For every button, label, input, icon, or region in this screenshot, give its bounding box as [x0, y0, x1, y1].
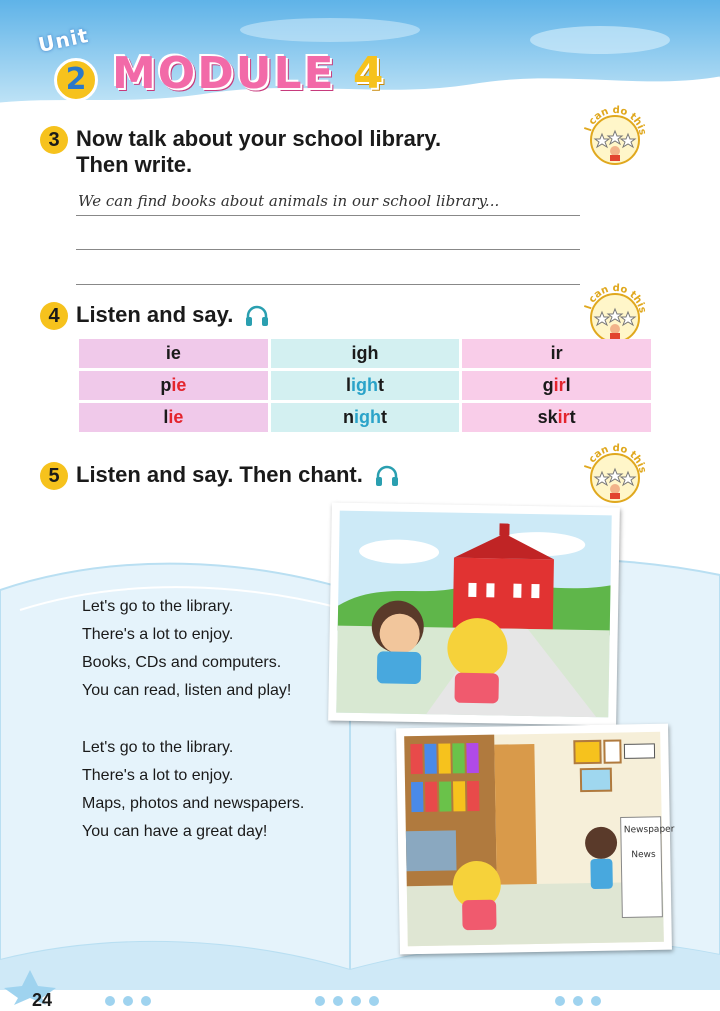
chant-line: There's a lot to enjoy. — [82, 767, 234, 784]
section-3-number: 3 — [40, 126, 68, 154]
library-interior-picture — [396, 724, 675, 955]
phonics-row — [79, 371, 651, 400]
phonics-word-pie: pie — [79, 371, 268, 400]
phonics-table — [76, 336, 654, 435]
section-4-title: Listen and say. — [76, 302, 234, 327]
stamp-label: I can do this — [583, 442, 648, 475]
section-3-title-line2: Then write. — [76, 152, 193, 177]
phonics-header-row — [79, 339, 651, 368]
chant-line: You can read, listen and play! — [82, 682, 292, 699]
phonics-word-light: light — [271, 371, 460, 400]
phonics-header-ie: ie — [79, 339, 268, 368]
section-3-title-line1: Now talk about your school library. — [76, 126, 442, 151]
section-4-heading — [40, 302, 269, 330]
module-number: 4 — [352, 48, 386, 99]
unit-label: Unit — [36, 22, 91, 58]
phonics-word-skirt: skirt — [462, 403, 651, 432]
unit-number-badge: 2 — [54, 58, 98, 102]
section-4-number: 4 — [40, 302, 68, 330]
stamp-label: I can do this — [583, 104, 648, 137]
headphones-icon[interactable] — [375, 465, 399, 487]
chant-line: Let's go to the library. — [82, 598, 234, 615]
page-number: 24 — [32, 990, 53, 1010]
chant-verse-2 — [82, 734, 304, 846]
answer-text: We can find books about animals in our school library... — [78, 192, 500, 210]
section-5-number: 5 — [40, 462, 68, 490]
can-do-stamp-icon — [582, 442, 648, 508]
library-exterior-picture — [328, 503, 620, 726]
newspaper-sign: Newspaper — [623, 824, 675, 836]
phonics-row — [79, 403, 651, 432]
can-do-stamp-icon — [582, 104, 648, 170]
phonics-header-ir: ir — [462, 339, 651, 368]
chant-line: You can have a great day! — [82, 823, 268, 840]
library-building-illustration — [336, 511, 611, 718]
footer-decoration — [0, 968, 720, 1005]
module-title — [112, 48, 386, 99]
news-sign: News — [631, 849, 656, 861]
chant-verse-1 — [82, 593, 291, 705]
headphones-icon[interactable] — [245, 305, 269, 327]
phonics-header-igh: igh — [271, 339, 460, 368]
answer-line-3[interactable] — [76, 261, 580, 285]
chant-line: Let's go to the library. — [82, 739, 234, 756]
phonics-word-night: night — [271, 403, 460, 432]
phonics-word-lie: lie — [79, 403, 268, 432]
phonics-word-girl: girl — [462, 371, 651, 400]
stamp-label: I can do this — [583, 282, 648, 315]
answer-line-2[interactable] — [76, 226, 580, 250]
chant-line: There's a lot to enjoy. — [82, 626, 234, 643]
answer-line-1[interactable] — [76, 192, 580, 216]
chant-line: Books, CDs and computers. — [82, 654, 282, 671]
module-label: MODULE — [112, 48, 336, 99]
section-5-heading — [40, 462, 399, 490]
chant-line: Maps, photos and newspapers. — [82, 795, 305, 812]
section-5-title: Listen and say. Then chant. — [76, 462, 363, 487]
section-3-heading — [40, 126, 441, 178]
library-interior-illustration — [404, 732, 675, 946]
